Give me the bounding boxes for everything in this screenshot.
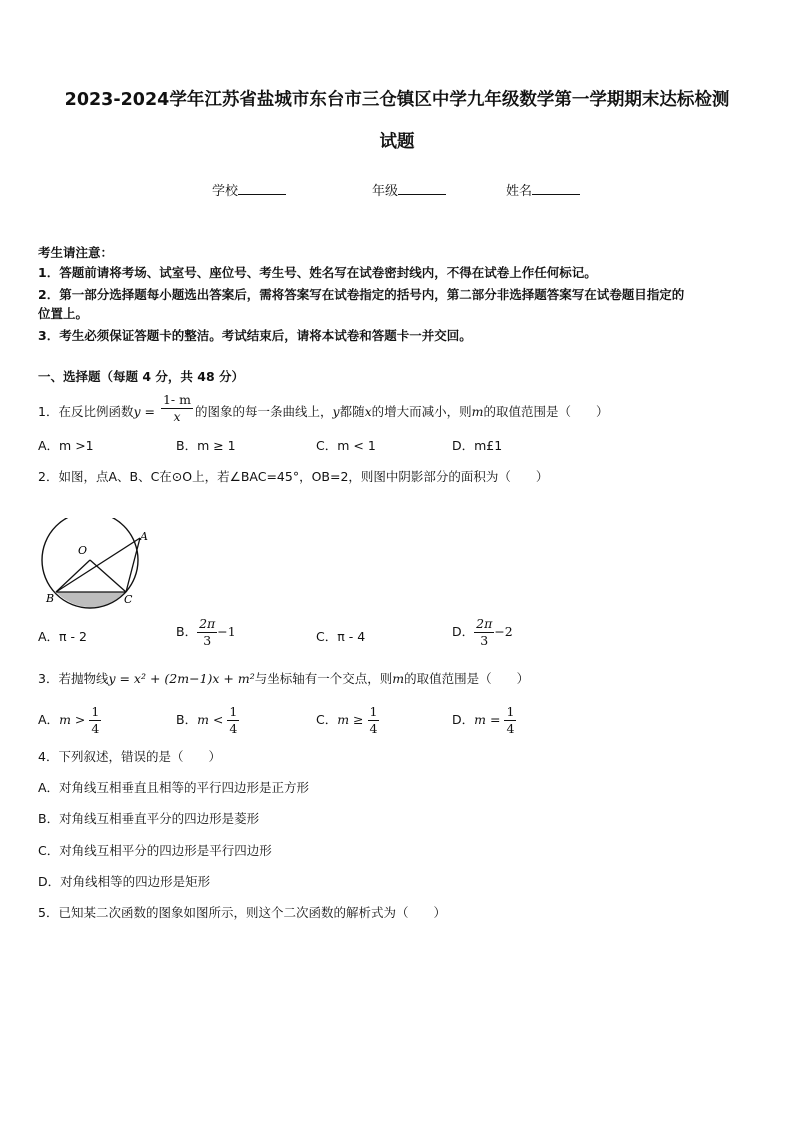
exam-title-line2: 试题 — [379, 132, 415, 152]
q2-option-d: D． $\frac{2\pi}{3}$ −2 — [452, 616, 513, 648]
school-field — [212, 180, 286, 199]
q1-option-a: A．m >1 — [38, 438, 94, 453]
q2-circle-figure — [34, 518, 158, 610]
question-2: 2．如图，点A、B、C在⊙O上，若∠BAC=45°，OB=2，则图中阴影部分的面积为（ ） — [38, 469, 549, 484]
q3-option-c: C．m ≥ $\frac{1}{4}$ — [316, 704, 378, 736]
q3-option-b: B．m < $\frac{1}{4}$ — [176, 704, 238, 736]
q2-option-b: B． $\frac{2\pi}{3}$ −1 — [176, 616, 236, 648]
q4-option-d: D．对角线相等的四边形是矩形 — [38, 874, 211, 889]
notice-item-3: 3．考生必须保证答题卡的整洁。考试结束后，请将本试卷和答题卡一并交回。 — [38, 328, 472, 343]
name-blank — [532, 182, 580, 195]
name-label: 姓名 — [506, 184, 533, 199]
q3-option-d: D．m = $\frac{1}{4}$ — [452, 704, 515, 736]
grade-field — [372, 180, 446, 199]
notice-item-2-cont: 位置上。 — [38, 306, 89, 321]
label-c: C — [124, 593, 133, 606]
grade-blank — [398, 182, 446, 195]
section-heading-choice: 一、选择题（每题 4 分，共 48 分） — [38, 369, 245, 384]
q2-option-a: A．π - 2 — [38, 629, 87, 644]
question-3: 3．若抛物线y = x² + (2m−1)x + m²与坐标轴有一个交点，则m的取值范围是（ ） — [38, 671, 530, 686]
label-a: A — [140, 530, 148, 543]
school-blank — [238, 182, 286, 195]
notice-item-1: 1．答题前请将考场、试室号、座位号、考生号、姓名写在试卷密封线内，不得在试卷上作任何标记。 — [38, 265, 597, 280]
q3-option-a: A．m > $\frac{1}{4}$ — [38, 704, 100, 736]
q1-fraction: $\frac{1- m}{x}$ — [162, 392, 191, 424]
segment-ob — [56, 560, 90, 592]
q1-option-c: C．m < 1 — [316, 438, 376, 453]
segment-ba — [56, 538, 140, 592]
shaded-segment — [56, 592, 126, 607]
segment-oc — [90, 560, 126, 592]
label-o: O — [78, 544, 88, 557]
question-1: 1．在反比例函数y = $\frac{1- m}{x}$ 的图象的每一条曲线上，y都随x的增大而减小，则m的取值范围是（ ） — [38, 392, 609, 424]
notice-item-2: 2．第一部分选择题每小题选出答案后，需将答案写在试卷指定的括号内，第二部分非选择题答案写在试卷题目指定的 — [38, 287, 685, 302]
q1-option-b: B．m ≥ 1 — [176, 438, 236, 453]
name-field — [506, 180, 580, 199]
q4-option-c: C．对角线互相平分的四边形是平行四边形 — [38, 843, 272, 858]
q4-option-a: A．对角线互相垂直且相等的平行四边形是正方形 — [38, 780, 310, 795]
grade-label: 年级 — [372, 184, 399, 199]
question-4: 4．下列叙述，错误的是（ ） — [38, 749, 221, 764]
notice-heading: 考生请注意： — [38, 245, 114, 260]
q1-option-d: D．m£1 — [452, 438, 503, 453]
question-5: 5．已知某二次函数的图象如图所示，则这个二次函数的解析式为（ ） — [38, 905, 446, 920]
q2-option-c: C．π - 4 — [316, 629, 366, 644]
q4-option-b: B．对角线互相垂直平分的四边形是菱形 — [38, 811, 260, 826]
school-label: 学校 — [212, 184, 239, 199]
exam-title-line1: 2023-2024学年江苏省盐城市东台市三仓镇区中学九年级数学第一学期期末达标检测 — [64, 90, 730, 110]
label-b: B — [46, 592, 55, 605]
